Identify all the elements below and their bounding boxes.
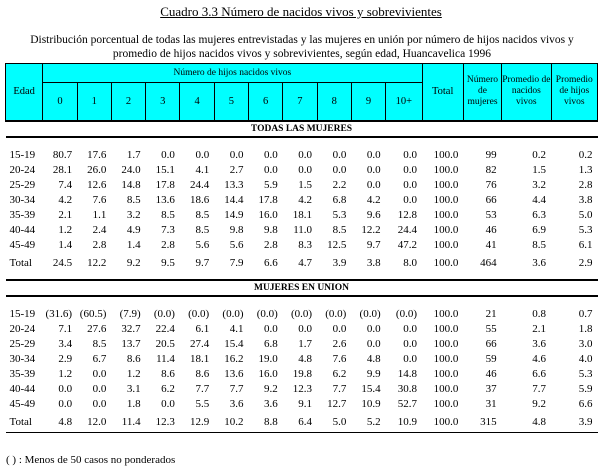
header-col-5: 5 — [214, 83, 248, 121]
table-cell: (0.0) — [290, 307, 313, 320]
row-age: 30-34 — [9, 193, 36, 206]
table-cell: 5.0 — [578, 208, 593, 221]
table-cell: 66 — [485, 193, 497, 206]
table-cell: 8.6 — [126, 352, 141, 365]
table-cell: 4.1 — [195, 163, 210, 176]
table-cell: 12.8 — [397, 208, 417, 221]
row-age: 35-39 — [9, 208, 36, 221]
table-cell: 14.9 — [224, 208, 244, 221]
table-cell: 24.4 — [397, 223, 417, 236]
table-cell: 14.8 — [121, 178, 141, 191]
table-cell: 37 — [485, 382, 497, 395]
table-cell: 0.7 — [578, 307, 593, 320]
table-cell: 7.7 — [229, 382, 244, 395]
table-cell: 3.8 — [366, 256, 381, 269]
table-cell: 13.3 — [224, 178, 244, 191]
table-cell: 99 — [485, 148, 497, 161]
table-cell: 3.6 — [229, 397, 244, 410]
table-cell: (31.6) — [45, 307, 73, 320]
table-cell: 8.6 — [195, 367, 210, 380]
table-cell: 6.8 — [332, 193, 347, 206]
table-cell: 0.0 — [58, 382, 73, 395]
table-cell: 12.7 — [327, 397, 347, 410]
header-total: Total — [422, 64, 463, 121]
table-cell: 0.0 — [366, 148, 381, 161]
table-cell: 100.0 — [433, 367, 459, 380]
table-cell: 2.8 — [161, 238, 175, 251]
table-cell: 8.8 — [248, 412, 282, 433]
table-cell: 8.5 — [332, 223, 347, 236]
table-row — [6, 367, 598, 382]
table-cell: 32.7 — [121, 322, 141, 335]
row-age: 15-19 — [9, 148, 36, 161]
table-cell: 12.3 — [292, 382, 313, 395]
table-cell: 4.2 — [58, 193, 73, 206]
header-col-7: 7 — [283, 83, 317, 121]
table-cell: 9.7 — [195, 256, 210, 269]
table-cell: 13.6 — [224, 367, 244, 380]
table-row — [6, 412, 598, 433]
table-cell: 3.2 — [532, 178, 547, 191]
table-cell: 100.0 — [433, 148, 459, 161]
footnote: ( ) : Menos de 50 casos no ponderados — [6, 454, 176, 466]
table-cell: 100.0 — [433, 193, 459, 206]
row-age: Total — [9, 256, 32, 269]
table-row — [6, 322, 598, 337]
table-cell: 15.1 — [155, 163, 175, 176]
table-cell: 7.1 — [58, 322, 73, 335]
table-cell: 46 — [485, 367, 497, 380]
table-row — [6, 163, 598, 178]
table-cell: 28.1 — [52, 163, 73, 176]
table-cell: 0.2 — [578, 148, 593, 161]
table-cell: 16.0 — [258, 208, 278, 221]
header-edad: Edad — [6, 64, 43, 121]
table-cell: (0.0) — [222, 307, 244, 320]
table-cell: 12.2 — [361, 223, 381, 236]
table-cell: (0.0) — [359, 307, 381, 320]
table-cell: 5.2 — [351, 412, 385, 433]
table-cell: (0.0) — [256, 307, 278, 320]
table-cell: 6.3 — [532, 208, 547, 221]
table-cell: 100.0 — [433, 382, 459, 395]
header-col-0: 0 — [43, 83, 77, 121]
table-subtitle: Distribución porcentual de todas las mujeres entrevistadas y las mujeres en unión por número de hijos nacidos vivos y promedio de hijos nacidos vivos y sobrevivientes, según edad, Huancavelica 1996 — [30, 34, 574, 60]
table-cell: 0.0 — [403, 163, 417, 176]
table-cell: 100.0 — [433, 178, 459, 191]
table-cell: 100.0 — [433, 307, 459, 320]
section-header: TODAS LAS MUJERES — [6, 121, 598, 137]
row-age: 20-24 — [9, 322, 36, 335]
table-cell: 0.0 — [366, 178, 381, 191]
table-cell: 5.6 — [229, 238, 244, 251]
table-cell: 100.0 — [433, 208, 459, 221]
table-cell: 12.9 — [180, 412, 214, 433]
table-cell: 7.6 — [332, 352, 347, 365]
table-cell: 315 — [463, 412, 501, 433]
table-cell: 4.7 — [298, 256, 313, 269]
table-cell: 0.0 — [92, 397, 107, 410]
table-cell: 21 — [485, 307, 497, 320]
table-cell: 0.0 — [92, 382, 107, 395]
table-cell: 464 — [480, 256, 497, 269]
table-cell: 0.0 — [332, 322, 347, 335]
table-cell: 1.3 — [578, 163, 593, 176]
table-cell: 2.9 — [578, 256, 593, 269]
row-age: 35-39 — [9, 367, 36, 380]
table-cell: 10.2 — [214, 412, 248, 433]
table-cell: 1.8 — [126, 397, 141, 410]
table-cell: 5.3 — [578, 367, 593, 380]
table-cell: 6.6 — [264, 256, 278, 269]
table-cell: 9.9 — [366, 367, 381, 380]
table-cell: 2.2 — [332, 178, 347, 191]
table-row — [6, 193, 598, 208]
table-row — [6, 352, 598, 367]
table-cell: 6.6 — [532, 367, 547, 380]
table-cell: 100.0 — [433, 397, 459, 410]
table-cell: 15.4 — [224, 337, 244, 350]
table-row — [6, 253, 598, 274]
table-cell: 0.0 — [298, 322, 313, 335]
table-cell: 7.4 — [58, 178, 73, 191]
table-row — [6, 148, 598, 163]
table-cell: 26.0 — [87, 163, 107, 176]
table-cell: 3.0 — [578, 337, 593, 350]
table-cell: 4.2 — [366, 193, 381, 206]
table-row — [6, 307, 598, 322]
table-cell: 2.1 — [532, 322, 547, 335]
header-col-9: 9 — [351, 83, 385, 121]
table-cell: 9.5 — [161, 256, 175, 269]
table-cell: 8.3 — [298, 238, 313, 251]
table-cell: 4.1 — [229, 322, 244, 335]
table-cell: 2.6 — [332, 337, 347, 350]
table-cell: (0.0) — [325, 307, 347, 320]
table-cell: 1.1 — [92, 208, 107, 221]
table-cell: 0.0 — [298, 148, 313, 161]
table-cell: 80.7 — [52, 148, 73, 161]
table-cell: 6.1 — [578, 238, 593, 251]
table-cell: 0.0 — [264, 163, 278, 176]
table-cell: 0.0 — [161, 148, 175, 161]
table-cell: 0.0 — [58, 397, 73, 410]
table-cell: 4.8 — [43, 412, 77, 433]
table-cell: 0.0 — [403, 178, 417, 191]
table-cell: 3.6 — [264, 397, 278, 410]
table-cell: 12.5 — [327, 238, 347, 251]
row-age: 45-49 — [9, 397, 36, 410]
table-cell: 17.8 — [258, 193, 278, 206]
table-cell: 1.8 — [578, 322, 593, 335]
table-cell: 3.9 — [332, 256, 347, 269]
table-cell: 18.6 — [189, 193, 210, 206]
table-cell: 12.2 — [87, 256, 107, 269]
table-cell: 9.8 — [264, 223, 278, 236]
table-cell: 53 — [485, 208, 497, 221]
table-cell: 0.0 — [403, 148, 417, 161]
table-row — [6, 397, 598, 412]
table-cell: 6.1 — [195, 322, 210, 335]
table-cell: 22.4 — [155, 322, 175, 335]
table-cell: 4.2 — [298, 193, 313, 206]
table-cell: 8.0 — [403, 256, 417, 269]
table-cell: 3.9 — [551, 412, 597, 433]
table-cell: 6.8 — [264, 337, 278, 350]
table-cell: 100.0 — [433, 322, 459, 335]
table-cell: 4.8 — [502, 412, 551, 433]
table-cell: 100.0 — [433, 163, 459, 176]
table-cell: 24.5 — [52, 256, 73, 269]
table-cell: 6.7 — [92, 352, 107, 365]
table-row — [6, 337, 598, 352]
table-cell: 2.1 — [58, 208, 73, 221]
table-cell: 6.6 — [578, 397, 593, 410]
table-cell: 31 — [485, 397, 497, 410]
table-title: Cuadro 3.3 Número de nacidos vivos y sobrevivientes — [160, 4, 442, 19]
table-cell: 6.4 — [283, 412, 317, 433]
table-cell: 52.7 — [397, 397, 417, 410]
table-cell: 4.0 — [578, 352, 593, 365]
table-cell: 18.1 — [189, 352, 210, 365]
table-cell: 27.4 — [189, 337, 210, 350]
row-age: 40-44 — [9, 223, 36, 236]
table-cell: 3.2 — [126, 208, 141, 221]
table-cell: 0.0 — [298, 163, 313, 176]
table-cell: 10.9 — [361, 397, 381, 410]
table-cell: (0.0) — [153, 307, 175, 320]
table-cell: 1.4 — [126, 238, 141, 251]
header-col-2: 2 — [111, 83, 145, 121]
row-age: Total — [6, 412, 43, 433]
table-cell: 66 — [485, 337, 497, 350]
table-cell: 12.6 — [87, 178, 107, 191]
table-cell: 14.8 — [397, 367, 417, 380]
table-cell: 4.6 — [532, 352, 547, 365]
table-cell: 5.3 — [578, 223, 593, 236]
table-cell: 6.9 — [532, 223, 547, 236]
table-cell: 4.9 — [126, 223, 141, 236]
table-cell: 19.0 — [258, 352, 278, 365]
row-age: 15-19 — [9, 307, 36, 320]
table-cell: 100.0 — [433, 337, 459, 350]
table-cell: 9.8 — [229, 223, 244, 236]
table-cell: 11.4 — [111, 412, 145, 433]
table-cell: 3.6 — [532, 337, 547, 350]
table-cell: 46 — [485, 223, 497, 236]
table-cell: 0.0 — [92, 367, 107, 380]
table-cell: 9.1 — [298, 397, 313, 410]
table-cell: 0.0 — [403, 337, 417, 350]
header-prom-hijos: Promedio de hijos vivos — [551, 64, 597, 121]
table-cell: (60.5) — [79, 307, 107, 320]
table-cell: 9.2 — [264, 382, 278, 395]
table-cell: 16.0 — [258, 367, 278, 380]
row-age: 25-29 — [9, 178, 36, 191]
table-cell: 8.5 — [161, 208, 175, 221]
table-cell: 12.0 — [77, 412, 111, 433]
table-cell: 100.0 — [433, 223, 459, 236]
table-cell: 18.1 — [292, 208, 313, 221]
header-hijos-group: Número de hijos nacidos vivos — [43, 64, 422, 83]
table-cell: 20.5 — [155, 337, 175, 350]
table-cell: 0.0 — [264, 148, 278, 161]
table-row — [6, 382, 598, 397]
table-cell: 8.5 — [195, 223, 210, 236]
table-cell: 2.9 — [58, 352, 73, 365]
table-cell: 9.2 — [126, 256, 141, 269]
table-cell: 0.0 — [229, 148, 244, 161]
table-cell: 11.0 — [293, 223, 313, 236]
header-col-6: 6 — [248, 83, 282, 121]
row-age: 30-34 — [9, 352, 36, 365]
table-cell: 8.5 — [92, 337, 107, 350]
table-cell: 0.0 — [332, 163, 347, 176]
table-cell: 1.2 — [58, 223, 73, 236]
table-cell: 1.5 — [532, 163, 547, 176]
table-row — [6, 223, 598, 238]
table-cell: 0.2 — [532, 148, 547, 161]
table-cell: 2.8 — [578, 178, 593, 191]
table-cell: 1.5 — [298, 178, 313, 191]
table-cell: 17.8 — [155, 178, 175, 191]
table-cell: 7.7 — [195, 382, 210, 395]
table-cell: 2.7 — [229, 163, 244, 176]
table-row — [6, 238, 598, 253]
table-cell: 7.6 — [92, 193, 107, 206]
table-cell: 5.0 — [317, 412, 351, 433]
table-cell: 1.7 — [298, 337, 313, 350]
table-cell: 0.0 — [366, 322, 381, 335]
table-cell: 3.6 — [532, 256, 547, 269]
section-header: MUJERES EN UNION — [6, 280, 598, 296]
table-cell: 7.9 — [229, 256, 244, 269]
table-cell: 24.0 — [121, 163, 141, 176]
table-cell: 1.7 — [126, 148, 141, 161]
table-cell: 2.4 — [92, 223, 107, 236]
table-cell: 100.0 — [422, 412, 463, 433]
header-num-mujeres: Número de mujeres — [463, 64, 501, 121]
row-age: 40-44 — [9, 382, 36, 395]
table-cell: (0.0) — [188, 307, 210, 320]
table-cell: 5.9 — [578, 382, 593, 395]
table-cell: 0.0 — [161, 397, 175, 410]
table-cell: 8.5 — [195, 208, 210, 221]
table-cell: 41 — [485, 238, 497, 251]
table-cell: 9.2 — [532, 397, 547, 410]
table-cell: 1.4 — [58, 238, 73, 251]
table-cell: 15.4 — [361, 382, 381, 395]
table-cell: 100.0 — [433, 256, 459, 269]
table-cell: 76 — [485, 178, 497, 191]
table-cell: 24.4 — [189, 178, 210, 191]
table-cell: 1.2 — [58, 367, 73, 380]
table-cell: 9.7 — [366, 238, 381, 251]
table-cell: 16.2 — [224, 352, 244, 365]
table-cell: 12.3 — [146, 412, 180, 433]
header-col-1: 1 — [77, 83, 111, 121]
table-cell: 14.4 — [224, 193, 244, 206]
table-cell: 2.8 — [264, 238, 278, 251]
table-cell: (7.9) — [119, 307, 141, 320]
table-cell: 27.6 — [87, 322, 107, 335]
table-cell: 0.0 — [403, 322, 417, 335]
table-cell: 5.9 — [264, 178, 278, 191]
table-cell: 4.8 — [366, 352, 381, 365]
table-cell: 17.6 — [87, 148, 107, 161]
table-cell: 6.2 — [161, 382, 175, 395]
table-cell: 0.0 — [264, 322, 278, 335]
table-cell: 59 — [485, 352, 497, 365]
table-cell: 1.2 — [126, 367, 141, 380]
header-prom-nacidos: Promedio de nacidos vivos — [502, 64, 551, 121]
fertility-table — [5, 63, 598, 433]
table-cell: 0.0 — [403, 352, 417, 365]
table-cell: 9.6 — [366, 208, 381, 221]
table-cell: 47.2 — [397, 238, 417, 251]
table-row — [6, 208, 598, 223]
header-col-10: 10+ — [386, 83, 422, 121]
table-cell: 0.0 — [366, 163, 381, 176]
table-cell: 5.5 — [195, 397, 210, 410]
header-col-4: 4 — [180, 83, 214, 121]
table-cell: 2.8 — [92, 238, 107, 251]
table-cell: 0.0 — [403, 193, 417, 206]
table-cell: 7.7 — [332, 382, 347, 395]
table-cell: 13.7 — [121, 337, 141, 350]
table-cell: 13.6 — [155, 193, 175, 206]
table-cell: 82 — [485, 163, 497, 176]
table-cell: 100.0 — [433, 238, 459, 251]
table-cell: 8.5 — [126, 193, 141, 206]
table-cell: (0.0) — [395, 307, 417, 320]
row-age: 25-29 — [9, 337, 36, 350]
table-row — [6, 178, 598, 193]
table-cell: 5.6 — [195, 238, 210, 251]
table-cell: 0.8 — [532, 307, 547, 320]
table-cell: 3.4 — [58, 337, 73, 350]
header-col-8: 8 — [317, 83, 351, 121]
table-cell: 5.3 — [332, 208, 347, 221]
table-cell: 6.2 — [332, 367, 347, 380]
table-cell: 4.8 — [298, 352, 313, 365]
header-col-3: 3 — [146, 83, 180, 121]
table-cell: 7.3 — [161, 223, 175, 236]
row-age: 45-49 — [9, 238, 36, 251]
table-cell: 100.0 — [433, 352, 459, 365]
table-cell: 8.5 — [532, 238, 547, 251]
table-cell: 30.8 — [397, 382, 417, 395]
row-age: 20-24 — [9, 163, 36, 176]
table-cell: 19.8 — [292, 367, 313, 380]
table-cell: 0.0 — [332, 148, 347, 161]
table-cell: 0.0 — [195, 148, 210, 161]
table-cell: 55 — [485, 322, 497, 335]
table-cell: 7.7 — [532, 382, 547, 395]
table-cell: 3.8 — [578, 193, 593, 206]
table-cell: 0.0 — [366, 337, 381, 350]
table-cell: 11.4 — [156, 352, 175, 365]
table-cell: 10.9 — [386, 412, 422, 433]
table-cell: 4.4 — [532, 193, 547, 206]
table-cell: 3.1 — [126, 382, 141, 395]
table-cell: 8.6 — [161, 367, 175, 380]
